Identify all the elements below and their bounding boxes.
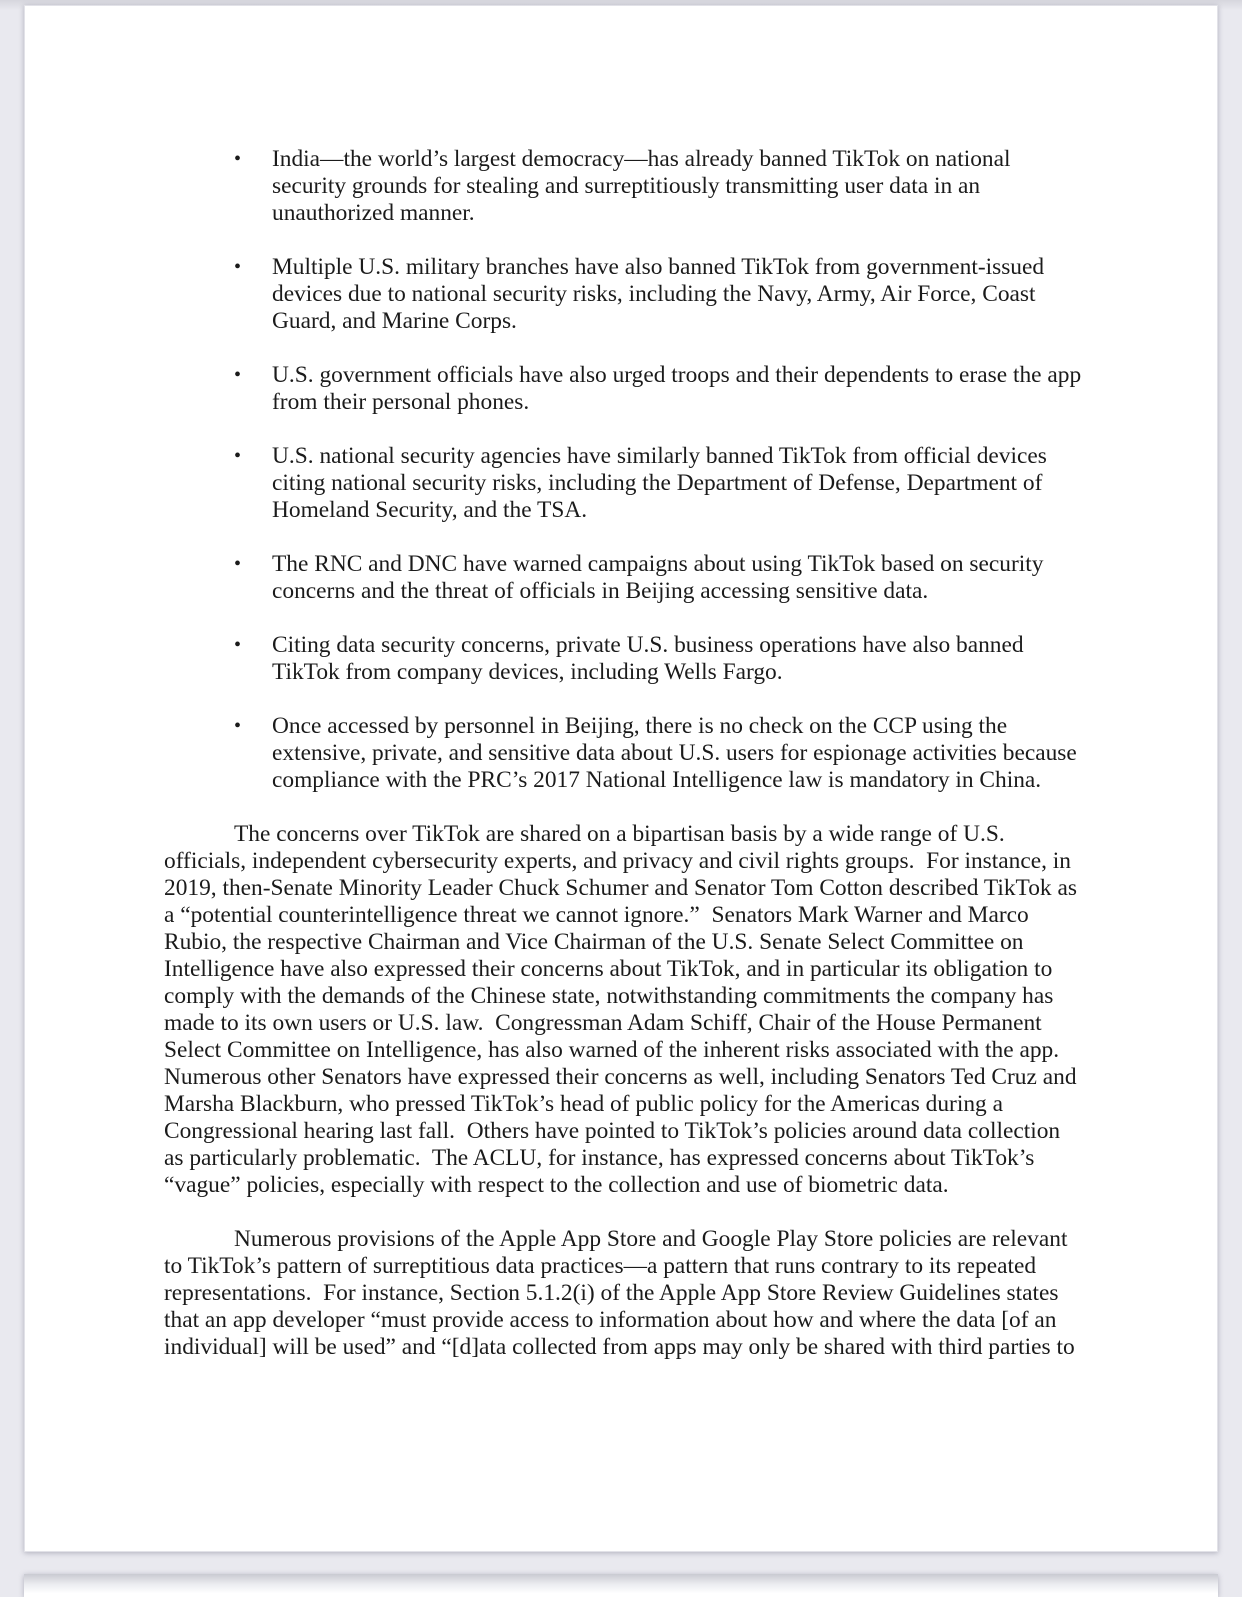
bullet-icon: • [234, 364, 242, 386]
paragraph-app-store-policies: Numerous provisions of the Apple App Store and Google Play Store policies are relevant to TikTok’s pattern of surreptitious data practices—a pattern that runs contrary to its repeated representations. For instance, Section 5.1.2(i) of the Apple App Store Review Guidelines states that an app developer “must provide access to information about how and where the data [of an individual] will be used” and “[d]ata collected from apps may only be shared with third parties to [164, 1226, 1075, 1360]
bullet-icon: • [234, 256, 242, 278]
bullet-item [234, 254, 1083, 335]
bullet-item [234, 362, 1087, 416]
bullet-item [234, 551, 1083, 605]
bullet-text: Once accessed by personnel in Beijing, there is no check on the CCP using the extensive, private, and sensitive data about U.S. users for espionage activities because compliance with the PRC’s 2017 National Intelligence law is mandatory in China. [272, 713, 1083, 793]
bullet-item [234, 632, 1083, 686]
bullet-icon: • [234, 634, 242, 656]
bullet-icon: • [234, 445, 242, 467]
bullet-text: U.S. national security agencies have similarly banned TikTok from official devices citing national security risks, including the Department of Defense, Department of Homeland Security, and the TSA. [272, 443, 1053, 523]
page-content [164, 146, 1087, 1361]
bullet-icon: • [234, 715, 242, 737]
bullet-icon: • [234, 553, 242, 575]
bullet-text: The RNC and DNC have warned campaigns about using TikTok based on security concerns and the threat of officials in Beijing accessing sensitive data. [272, 551, 1050, 604]
bullet-text: Multiple U.S. military branches have also banned TikTok from government-issued devices due to national security risks, including the Navy, Army, Air Force, Coast Guard, and Marine Corps. [272, 254, 1050, 334]
bullet-list [164, 146, 1087, 794]
document-page-2-edge [24, 1574, 1218, 1597]
bullet-item [234, 713, 1083, 794]
bullet-item [234, 443, 1083, 524]
bullet-text: U.S. government officials have also urged troops and their dependents to erase the app from their personal phones. [272, 362, 1087, 415]
bullet-icon: • [234, 148, 242, 170]
bullet-text: Citing data security concerns, private U.S. business operations have also banned TikTok from company devices, including Wells Fargo. [272, 632, 1029, 685]
paragraph-bipartisan-concerns: The concerns over TikTok are shared on a bipartisan basis by a wide range of U.S. officials, independent cybersecurity experts, and privacy and civil rights groups. For instance, in 2019, then-Senate Minority Leader Chuck Schumer and Senator Tom Cotton described TikTok as a “potential counterintelligence threat we cannot ignore.” Senators Mark Warner and Marco Rubio, the respective Chairman and Vice Chairman of the U.S. Senate Select Committee on Intelligence have also expressed their concerns about TikTok, and in particular its obligation to comply with the demands of the Chinese state, notwithstanding commitments the company has made to its own users or U.S. law. Congressman Adam Schiff, Chair of the House Permanent Select Committee on Intelligence, has also warned of the inherent risks associated with the app. Numerous other Senators have expressed their concerns as well, including Senators Ted Cruz and Marsha Blackburn, who pressed TikTok’s head of public policy for the Americas during a Congressional hearing last fall. Others have pointed to TikTok’s policies around data collection as particularly problematic. The ACLU, for instance, has expressed concerns about TikTok’s “vague” policies, especially with respect to the collection and use of biometric data. [164, 821, 1083, 1198]
document-page-1 [24, 5, 1218, 1552]
bullet-item [234, 146, 1083, 227]
bullet-text: India—the world’s largest democracy—has already banned TikTok on national security grounds for stealing and surreptitiously transmitting user data in an unauthorized manner. [272, 146, 1017, 226]
